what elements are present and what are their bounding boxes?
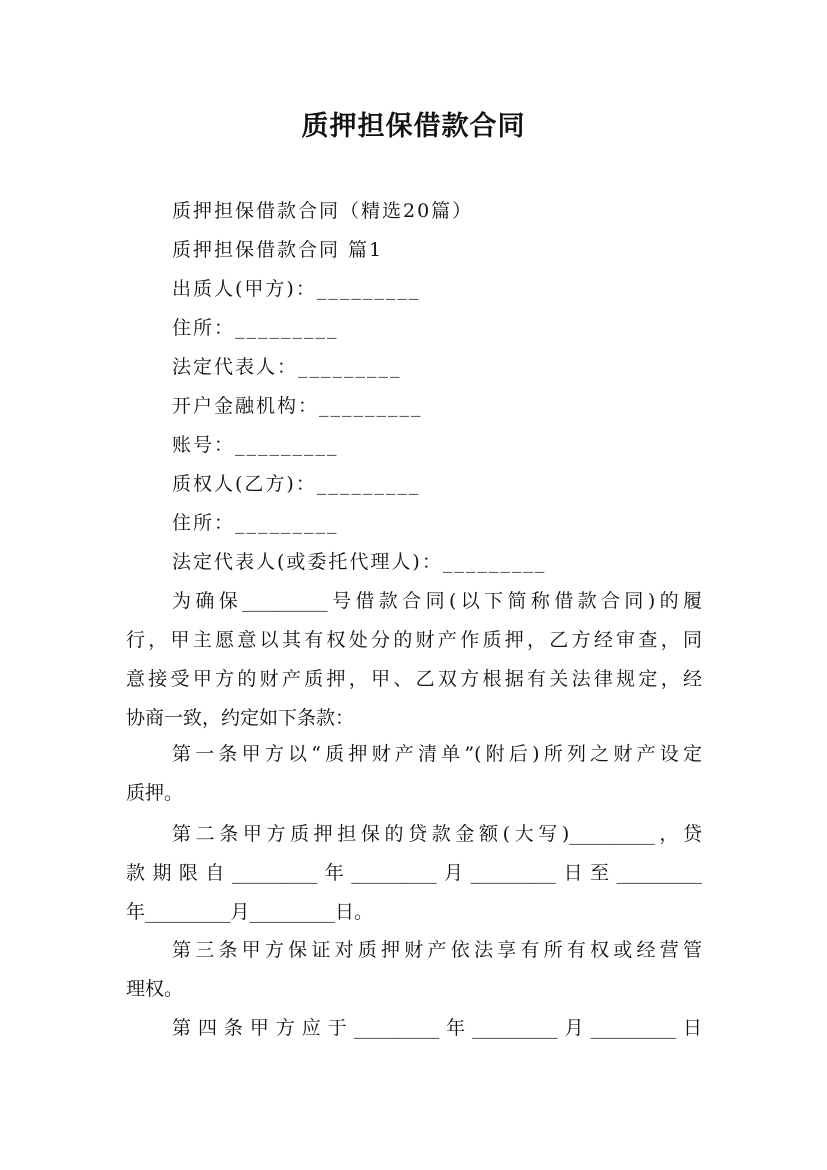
pledgor-field: 出质人(甲方)：_________	[172, 278, 421, 300]
section-heading: 质押担保借款合同 篇1	[172, 239, 384, 261]
subtitle-line: 质押担保借款合同（精选20篇）	[172, 200, 474, 222]
article-1-line: 第一条甲方以“质押财产清单”(附后)所列之财产设定	[172, 743, 702, 765]
bank-field: 开户金融机构：_________	[172, 395, 423, 417]
paragraph-line: 为确保_________号借款合同(以下简称借款合同)的履	[172, 590, 702, 612]
pledgee-field: 质权人(乙方)：_________	[172, 473, 421, 495]
article-2-line: 年_________月_________日。	[126, 901, 374, 923]
article-3-line: 第三条甲方保证对质押财产依法享有所有权或经营管	[172, 939, 702, 961]
paragraph-line: 行，甲主愿意以其有权处分的财产作质押，乙方经审查，同	[126, 629, 702, 651]
paragraph-line: 意接受甲方的财产质押，甲、乙双方根据有关法律规定，经	[126, 668, 702, 690]
pledgee-legal-rep-field: 法定代表人(或委托代理人)：_________	[172, 551, 547, 573]
article-3-line: 理权。	[126, 978, 184, 1000]
paragraph-line: 协商一致，约定如下条款：	[126, 707, 355, 729]
article-1-line: 质押。	[126, 782, 184, 804]
pledgee-address-field: 住所：_________	[172, 512, 339, 534]
article-2-line: 第二条甲方质押担保的贷款金额(大写)_________，贷	[172, 823, 702, 845]
article-2-line: 款期限自_________年_________月_________日至_________	[126, 862, 702, 884]
pledgor-legal-rep-field: 法定代表人：_________	[172, 356, 402, 378]
document-title: 质押担保借款合同	[301, 111, 526, 142]
pledgor-address-field: 住所：_________	[172, 317, 339, 339]
article-4-line: 第四条甲方应于_________年_________月_________日	[172, 1017, 702, 1039]
account-field: 账号：_________	[172, 434, 339, 456]
